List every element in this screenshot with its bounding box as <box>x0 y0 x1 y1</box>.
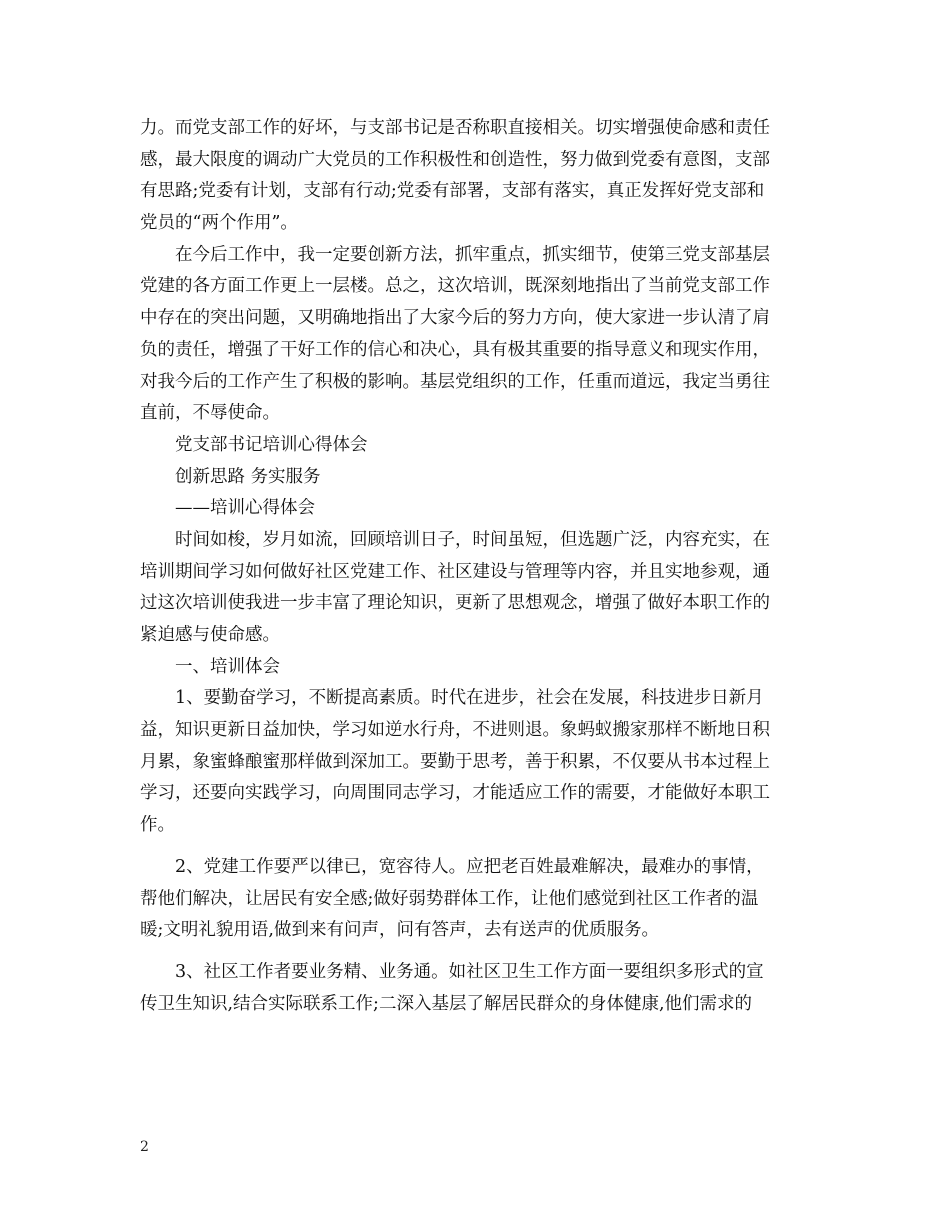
section-heading: 一、培训体会 <box>175 656 280 677</box>
text-line: 2、党建工作要严以律已，宽容待人。应把老百姓最难解决，最难办的事情， <box>175 856 764 877</box>
text-line: 培训期间学习如何做好社区党建工作、社区建设与管理等内容，并且实地参观，通 <box>140 561 770 582</box>
paragraph-gap <box>140 947 810 957</box>
text-line: 过这次培训使我进一步丰富了理论知识，更新了思想观念，增强了做好本职工作的 <box>140 593 770 614</box>
text-line: 紧迫感与使命感。 <box>140 625 280 645</box>
text-line: 直前，不辱使命。 <box>140 403 280 424</box>
text-line: 3、社区工作者要业务精、业务通。如社区卫生工作方面一要组织多形式的宣 <box>175 961 764 982</box>
text-line: 作。 <box>140 815 175 836</box>
paragraph-gap <box>140 842 810 852</box>
text-line: 益，知识更新日益加快，学习如逆水行舟，不进则退。象蚂蚁搬家那样不断地日积 <box>140 720 770 741</box>
text-line: 月累，象蜜蜂酿蜜那样做到深加工。要勤于思考，善于积累，不仅要从书本过程上 <box>140 751 770 772</box>
text-line: 对我今后的工作产生了积极的影响。基层党组织的工作，任重而道远，我定当勇往 <box>140 371 770 392</box>
page-number: 2 <box>140 1139 149 1155</box>
subtitle: ——培训心得体会 <box>175 498 315 519</box>
text-line: 时间如梭，岁月如流，回顾培训日子，时间虽短，但选题广泛，内容充实，在 <box>175 529 770 550</box>
text-line: 感，最大限度的调动广大党员的工作积极性和创造性，努力做到党委有意图，支部 <box>140 149 770 170</box>
subtitle: 创新思路 务实服务 <box>175 466 321 487</box>
text-line: 党建的各方面工作更上一层楼。总之，这次培训，既深刻地指出了当前党支部工作 <box>140 276 770 297</box>
text-line: 负的责任，增强了干好工作的信心和决心，具有极其重要的指导意义和现实作用， <box>140 339 770 360</box>
text-line: 有思路;党委有计划，支部有行动;党委有部署，支部有落实，真正发挥好党支部和 <box>140 181 765 202</box>
text-line: 暖;文明礼貌用语,做到来有问声，问有答声，去有送声的优质服务。 <box>140 920 659 941</box>
text-line: 党员的“两个作用”。 <box>140 213 298 234</box>
text-line: 学习，还要向实践学习，向周围同志学习，才能适应工作的需要，才能做好本职工 <box>140 783 770 804</box>
text-line: 中存在的突出问题，又明确地指出了大家今后的努力方向，使大家进一步认清了肩 <box>140 308 770 329</box>
text-line: 传卫生知识,结合实际联系工作;二深入基层了解居民群众的身体健康,他们需求的 <box>140 993 753 1014</box>
document-body <box>140 113 810 1020</box>
section-title: 党支部书记培训心得体会 <box>175 434 368 455</box>
text-line: 力。而党支部工作的好坏，与支部书记是否称职直接相关。切实增强使命感和责任 <box>140 118 770 138</box>
text-line: 帮他们解决，让居民有安全感;做好弱势群体工作，让他们感觉到社区工作者的温 <box>140 888 759 909</box>
text-line: 在今后工作中，我一定要创新方法，抓牢重点，抓实细节，使第三党支部基层 <box>175 244 770 265</box>
text-line: 1、要勤奋学习，不断提高素质。时代在进步，社会在发展，科技进步日新月 <box>175 688 764 709</box>
